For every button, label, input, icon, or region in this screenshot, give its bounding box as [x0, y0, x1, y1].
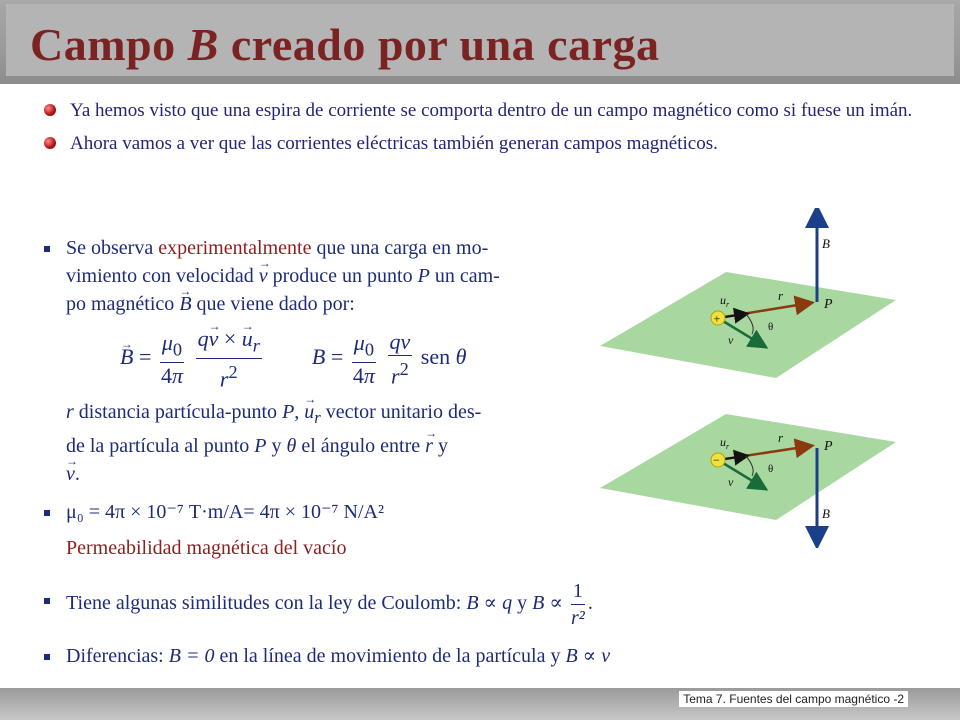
- theta-label-top: θ: [768, 321, 774, 333]
- negative-charge-label: −: [713, 453, 720, 467]
- plane-bottom: [600, 414, 896, 520]
- intro-bullet-2: Ahora vamos a ver que las corrientes eléctricas también generan campos magnéticos.: [44, 131, 924, 156]
- desc-line-2: de la partícula al punto P y θ el ángulo entre → r y: [66, 432, 596, 460]
- footer-text: Tema 7. Fuentes del campo magnético -2: [679, 691, 908, 707]
- section1-line-1: Se observa experimentalmente que una carga en mo-: [66, 237, 489, 259]
- ur-label-bottom: $u_r$: [720, 435, 730, 451]
- variables-description: [66, 398, 596, 488]
- intro-bullet-1: Ya hemos visto que una espira de corriente se comporta dentro de un campo magnético como si fuese un imán.: [44, 98, 924, 123]
- mu0-formula: μ₀ = 4π × 10⁻⁷ T·m/A= 4π × 10⁻⁷ N/A²: [66, 501, 384, 523]
- square-bullet-icon: [44, 598, 50, 604]
- inverse-square-fraction: $\frac{1}{\text{r²}}$: [570, 580, 585, 629]
- title-bar: [0, 0, 960, 84]
- slide-title: Campo B creado por una carga: [30, 19, 660, 70]
- mu0-caption: Permeabilidad magnética del vacío: [66, 537, 347, 559]
- section-mu0: [66, 498, 586, 562]
- square-bullet-icon: [44, 654, 50, 660]
- ur-label-top: $u_r$: [720, 293, 730, 309]
- theta-label-bottom: θ: [768, 463, 774, 475]
- plane-top: [600, 272, 896, 378]
- desc-line-1: r distancia partícula-punto P, → $u_r$ vector unitario des-: [66, 398, 596, 432]
- section1-line-3: po magnético → B que viene dado por:: [66, 290, 596, 318]
- r-label-top: r: [778, 288, 784, 303]
- r-label-bottom: r: [778, 430, 784, 445]
- p-label-top: P: [824, 297, 833, 312]
- p-label-bottom: P: [824, 439, 833, 454]
- desc-line-3: → v.: [66, 460, 596, 488]
- positive-charge-label: +: [713, 311, 721, 326]
- formula-magnitude: B = $\frac{\mu_0}{4\pi}$ $\frac{qv}{r^2}$ sen θ: [311, 329, 467, 389]
- intro-bullets: [44, 98, 924, 156]
- section-differences: Diferencias: B = 0 en la línea de movimiento de la partícula y B ∝ v: [66, 642, 826, 670]
- square-bullet-icon: [44, 246, 50, 252]
- v-label-bottom: v: [728, 475, 734, 489]
- magnetic-field-diagram: [596, 208, 896, 548]
- section1-line-2: vimiento con velocidad → v produce un punto P un cam-: [66, 262, 596, 290]
- biot-savart-formulas: [120, 326, 520, 393]
- bullet-ball-icon: [44, 104, 56, 116]
- b-label-top: B: [822, 236, 830, 251]
- v-label-top: v: [728, 333, 734, 347]
- section-coulomb: Tiene algunas similitudes con la ley de Coulomb: B ∝ q y B ∝ $\frac{1}{\text{r²}}$ .: [66, 578, 786, 631]
- formula-vector: → B = $\frac{\mu_0}{4\pi}$ $\frac{q\to v \times \to u_r}{r^2}$: [120, 344, 270, 369]
- b-label-bottom: B: [822, 506, 830, 521]
- square-bullet-icon: [44, 510, 50, 516]
- section-experimental: [66, 234, 596, 318]
- bullet-ball-icon: [44, 137, 56, 149]
